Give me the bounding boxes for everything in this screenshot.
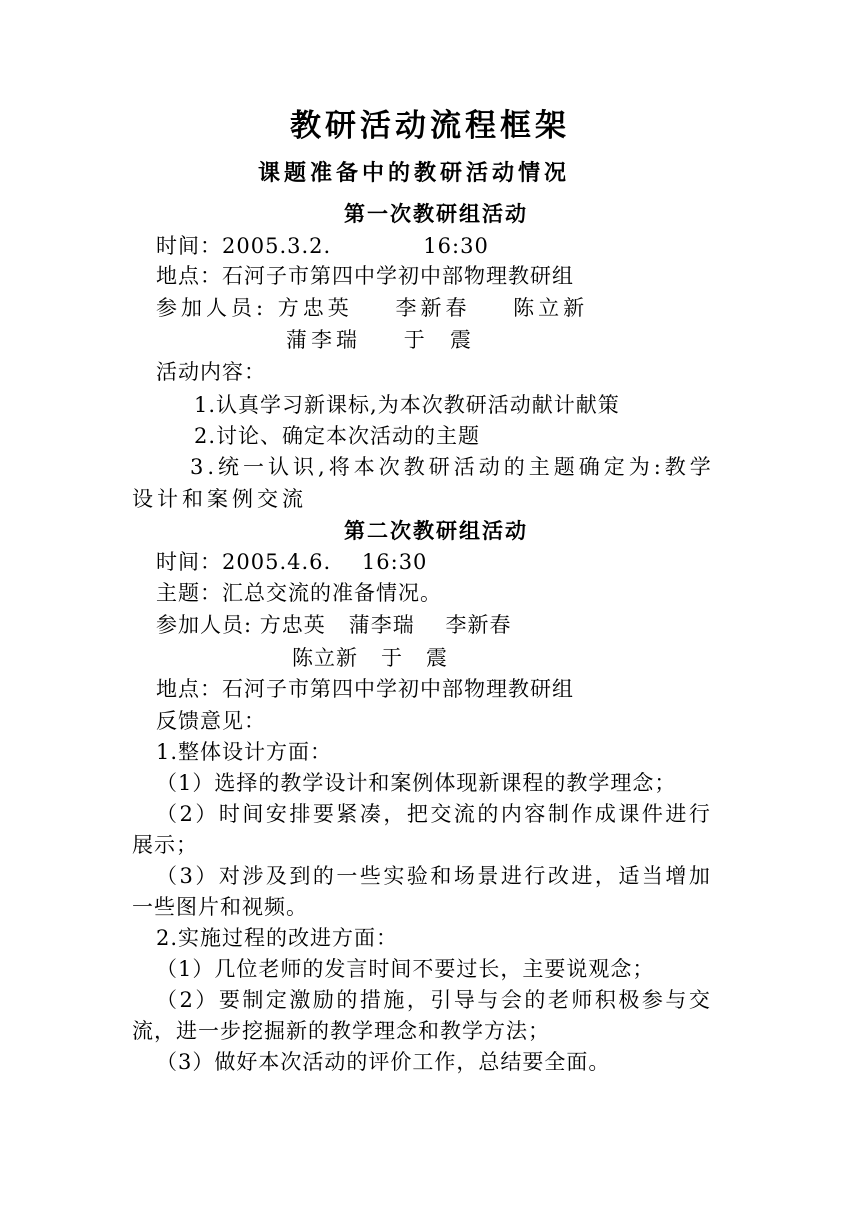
second-activity-theme: 主题：汇总交流的准备情况。 [156,581,442,605]
first-activity-item-3-line-2: 设计和案例交流 [132,487,307,511]
second-activity-participants-2: 陈立新 于 震 [292,646,449,670]
feedback-section-2-item-2-line-2: 流，进一步挖掘新的教学理念和教学方法； [132,1019,550,1043]
feedback-section-2-item-3: （3）做好本次活动的评价工作，总结要全面。 [156,1050,611,1074]
first-activity-item-1: 1.认真学习新课标,为本次教研活动献计献策 [194,393,620,417]
second-activity-location: 地点：石河子市第四中学初中部物理教研组 [156,677,574,701]
second-activity-time: 时间：2005.4.6. 16:30 [156,550,428,574]
feedback-section-1-item-3-line-2: 一些图片和视频。 [132,895,308,919]
first-activity-item-2: 2.讨论、确定本次活动的主题 [194,424,481,448]
feedback-section-1-title: 1.整体设计方面： [156,740,333,764]
feedback-section-2-item-2-line-1: （2）要制定激励的措施，引导与会的老师积极参与交 [156,988,713,1012]
feedback-section-1-item-1: （1）选择的教学设计和案例体现新课程的教学理念； [156,771,677,795]
feedback-section-2-item-1: （1）几位老师的发言时间不要过长，主要说观念； [156,957,655,981]
first-activity-content-label: 活动内容： [156,360,266,384]
first-activity-heading: 第一次教研组活动 [344,201,528,226]
document-subtitle: 课题准备中的教研活动情况 [258,160,571,186]
feedback-section-1-item-2-line-2: 展示； [132,833,198,857]
second-activity-participants-1: 参加人员: 方忠英 蒲李瑞 李新春 [156,613,512,637]
first-activity-item-3-line-1: 3.统一认识,将本次教研活动的主题确定为:教学 [190,455,715,479]
first-activity-participants-2: 蒲李瑞 于 震 [286,328,476,352]
feedback-section-1-item-3-line-1: （3）对涉及到的一些实验和场景进行改进，适当增加 [156,864,713,888]
document-title: 教研活动流程框架 [290,108,570,144]
first-activity-time: 时间：2005.3.2. 16:30 [156,234,489,258]
feedback-label: 反馈意见： [156,709,266,733]
second-activity-heading: 第二次教研组活动 [344,518,528,543]
first-activity-location: 地点：石河子市第四中学初中部物理教研组 [156,264,574,288]
feedback-section-2-title: 2.实施过程的改进方面： [156,926,399,950]
feedback-section-1-item-2-line-1: （2）时间安排要紧凑，把交流的内容制作成课件进行 [156,802,713,826]
first-activity-participants-1: 参加人员: 方忠英 李新春 陈立新 [156,296,589,320]
